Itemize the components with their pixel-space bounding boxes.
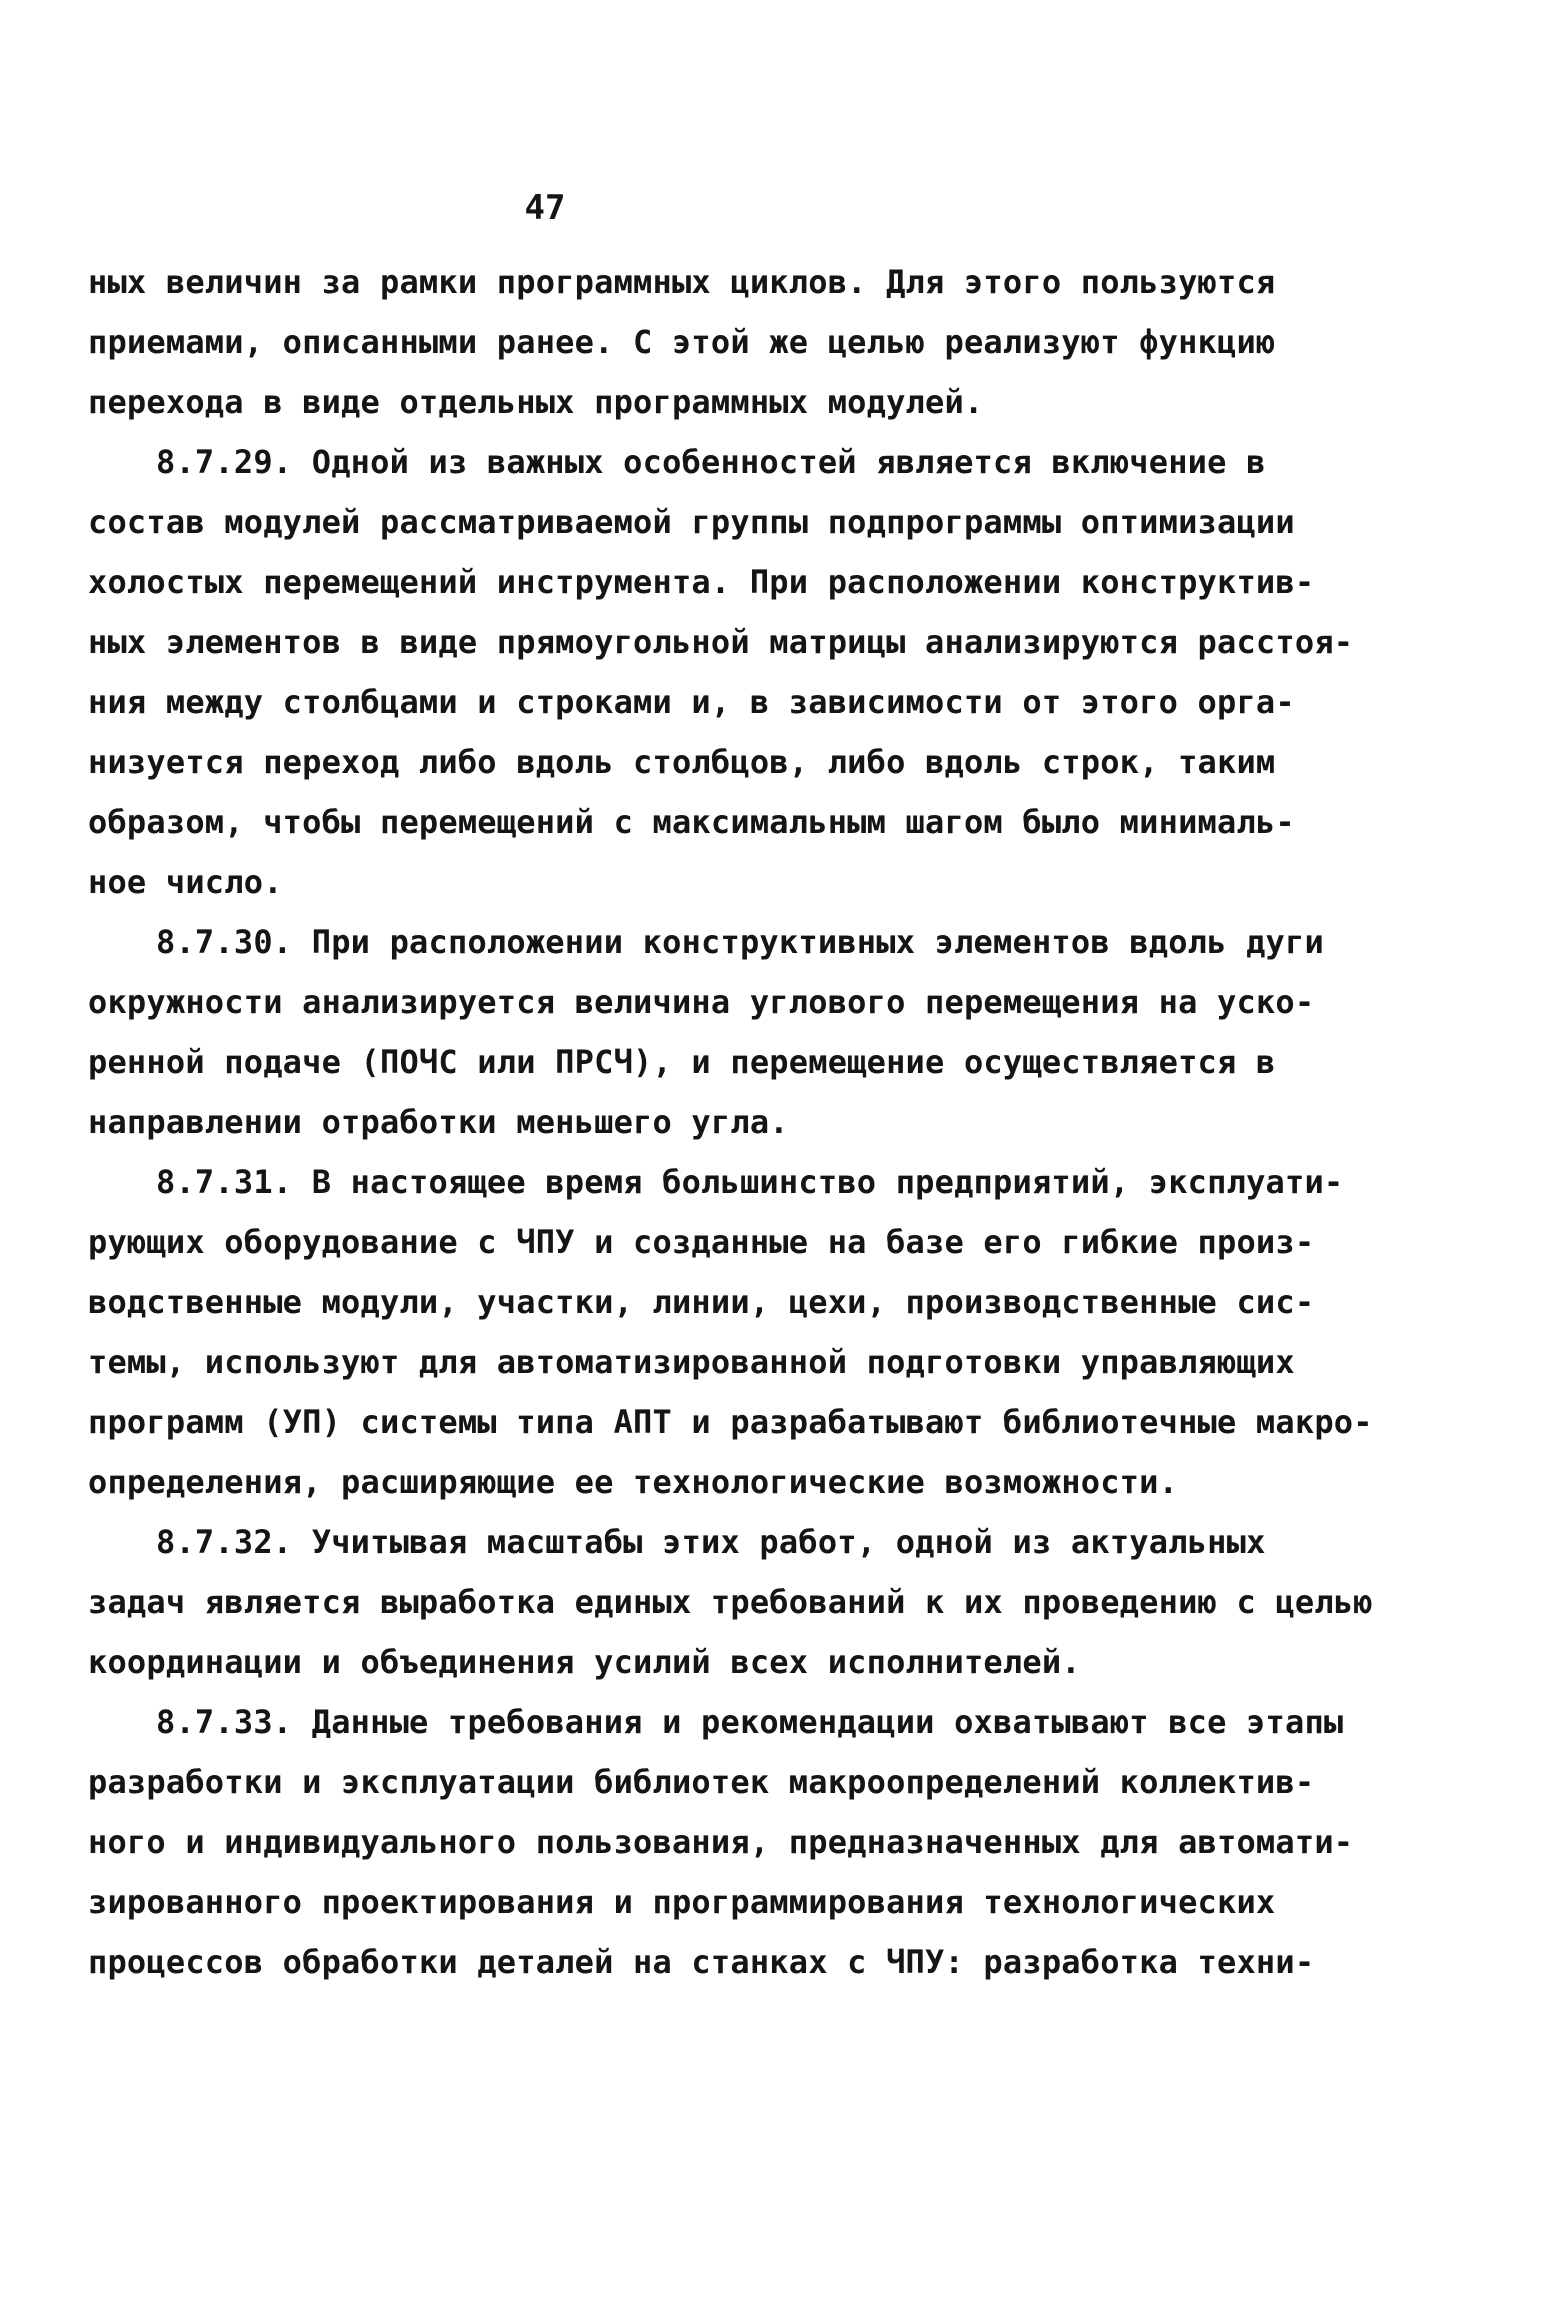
text-line: 8.7.30. При расположении конструктивных элементов вдоль дуги <box>156 923 1324 961</box>
text-line: окружности анализируется величина углового перемещения на уско- <box>88 983 1315 1021</box>
text-line: рующих оборудование с ЧПУ и созданные на базе его гибкие произ- <box>88 1223 1315 1261</box>
text-line: ного и индивидуального пользования, предназначенных для автомати- <box>88 1823 1354 1861</box>
text-line: перехода в виде отдельных программных модулей. <box>88 383 984 421</box>
text-line: водственные модули, участки, линии, цехи, производственные сис- <box>88 1283 1315 1321</box>
text-line: образом, чтобы перемещений с максимальным шагом было минималь- <box>88 803 1295 841</box>
text-line: координации и объединения усилий всех исполнителей. <box>88 1643 1081 1681</box>
text-line: разработки и эксплуатации библиотек макроопределений коллектив- <box>88 1763 1315 1801</box>
text-line: 8.7.33. Данные требования и рекомендации охватывают все этапы <box>156 1703 1344 1741</box>
text-line: ренной подаче (ПОЧС или ПРСЧ), и перемещение осуществляется в <box>88 1043 1276 1081</box>
text-line: приемами, описанными ранее. С этой же целью реализуют функцию <box>88 323 1276 361</box>
text-line: 8.7.32. Учитывая масштабы этих работ, одной из актуальных <box>156 1523 1266 1561</box>
text-line: направлении отработки меньшего угла. <box>88 1103 789 1141</box>
text-line: ное число. <box>88 863 283 901</box>
text-line: задач является выработка единых требований к их проведению с целью <box>88 1583 1373 1621</box>
text-line: темы, используют для автоматизированной подготовки управляющих <box>88 1343 1295 1381</box>
text-line: ных элементов в виде прямоугольной матрицы анализируются расстоя- <box>88 623 1354 661</box>
text-line: зированного проектирования и программирования технологических <box>88 1883 1276 1921</box>
text-line: программ (УП) системы типа АПТ и разрабатывают библиотечные макро- <box>88 1403 1373 1441</box>
text-line: ных величин за рамки программных циклов. Для этого пользуются <box>88 263 1276 301</box>
text-line: холостых перемещений инструмента. При расположении конструктив- <box>88 563 1315 601</box>
text-line: определения, расширяющие ее технологические возможности. <box>88 1463 1179 1501</box>
text-line: 8.7.31. В настоящее время большинство предприятий, эксплуати- <box>156 1163 1344 1201</box>
text-line: процессов обработки деталей на станках с ЧПУ: разработка техни- <box>88 1943 1315 1981</box>
text-line: ния между столбцами и строками и, в зависимости от этого орга- <box>88 683 1295 721</box>
text-line: низуется переход либо вдоль столбцов, либо вдоль строк, таким <box>88 743 1276 781</box>
page-number: 47 <box>524 188 566 228</box>
body-text <box>88 252 1373 1992</box>
text-line: 8.7.29. Одной из важных особенностей является включение в <box>156 443 1266 481</box>
text-line: состав модулей рассматриваемой группы подпрограммы оптимизации <box>88 503 1295 541</box>
